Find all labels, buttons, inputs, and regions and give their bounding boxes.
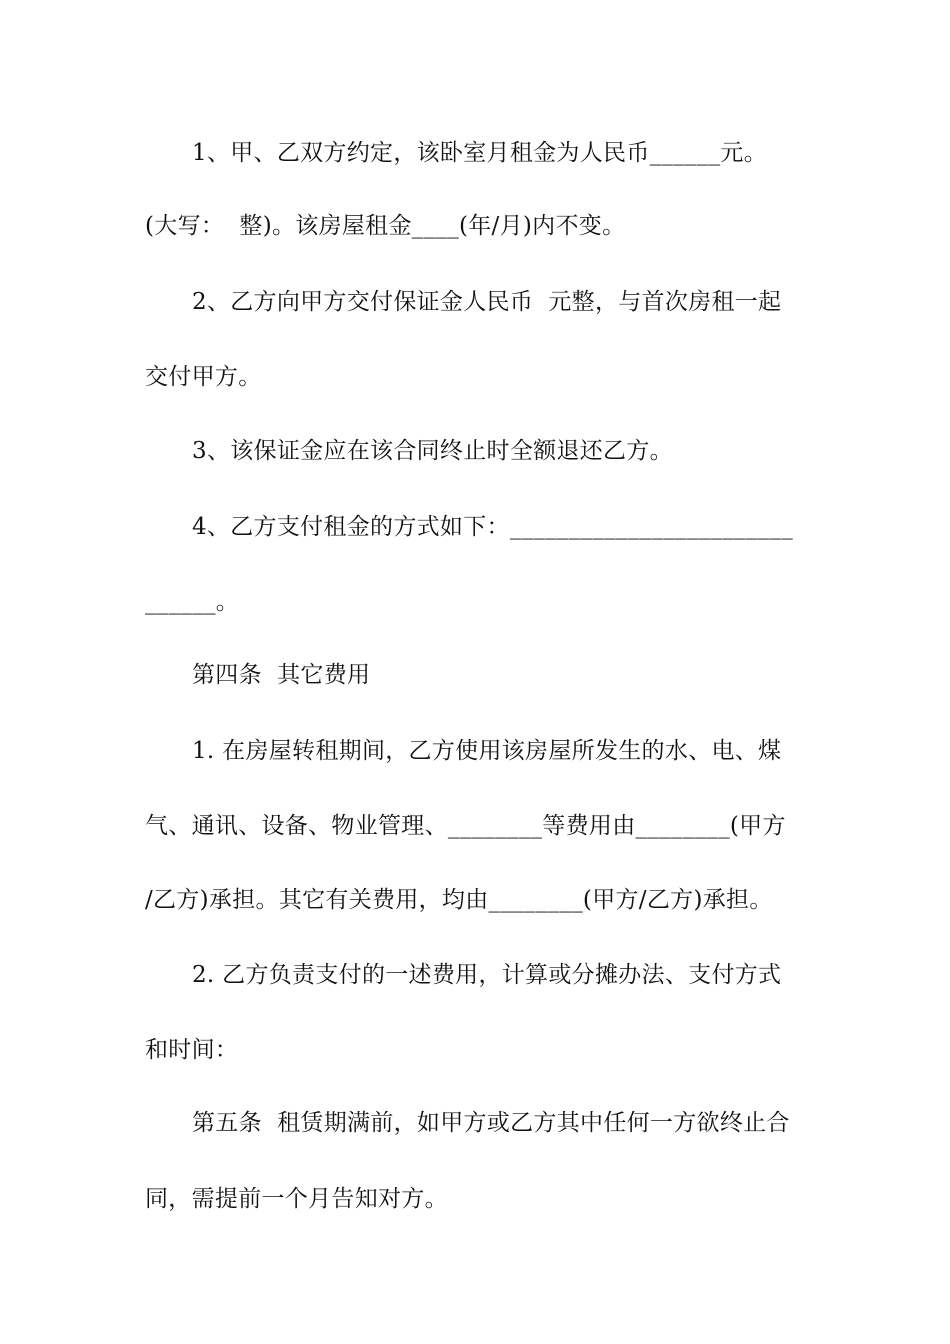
article-4-item-1-line-2: 气、通讯、设备、物业管理、________等费用由________(甲方 <box>145 813 786 839</box>
article-4-item-1-line-3: /乙方)承担。其它有关费用，均由________(甲方/乙方)承担。 <box>145 887 773 913</box>
clause-3-line: 3、该保证金应在该合同终止时全额退还乙方。 <box>192 438 673 464</box>
clause-2-line-2: 交付甲方。 <box>145 364 262 390</box>
clause-1-line-2: (大写： 整)。该房屋租金____(年/月)内不变。 <box>145 213 626 239</box>
article-4-item-1-line-1: 1. 在房屋转租期间，乙方使用该房屋所发生的水、电、煤 <box>192 738 782 764</box>
clause-4-line-2: ______。 <box>145 589 240 615</box>
article-4-heading: 第四条 其它费用 <box>192 662 371 688</box>
article-4-item-2-line-1: 2. 乙方负责支付的一述费用，计算或分摊办法、支付方式 <box>192 962 782 988</box>
clause-1-line-1: 1、甲、乙双方约定，该卧室月租金为人民币______元。 <box>192 140 768 166</box>
clause-4-line-1: 4、乙方支付租金的方式如下：________________________ <box>192 514 794 540</box>
article-5-line-2: 同，需提前一个月告知对方。 <box>145 1186 448 1212</box>
article-5-line-1: 第五条 租赁期满前，如甲方或乙方其中任何一方欲终止合 <box>192 1110 790 1136</box>
article-4-item-2-line-2: 和时间： <box>145 1037 239 1063</box>
clause-2-line-1: 2、乙方向甲方交付保证金人民币 元整，与首次房租一起 <box>192 289 782 315</box>
